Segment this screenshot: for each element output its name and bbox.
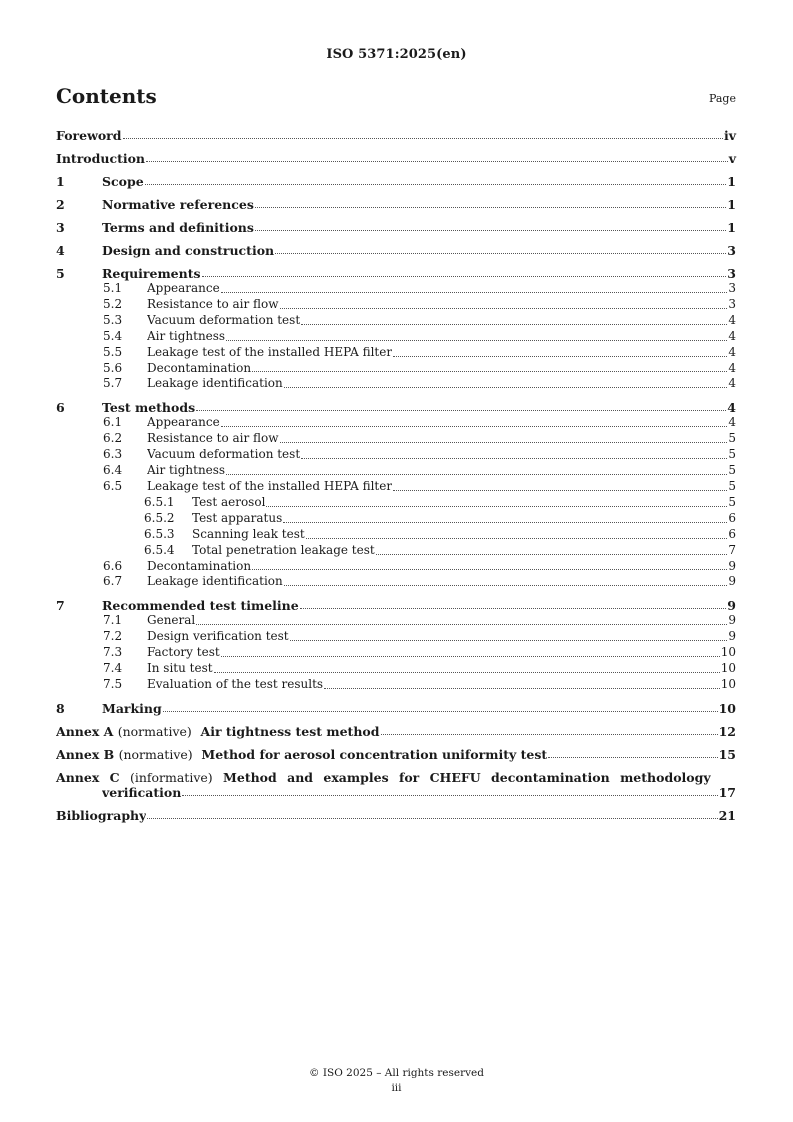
toc-page-number: 9 — [728, 629, 736, 644]
toc-entry-title: Decontamination — [147, 360, 252, 375]
toc-entry-title: Vacuum deformation test — [147, 447, 301, 462]
toc-subentry[interactable] — [56, 345, 736, 361]
toc-annex-heading — [56, 770, 736, 785]
toc-entry-normative-references[interactable] — [56, 197, 736, 212]
toc-page-number: 10 — [720, 645, 736, 660]
toc-subsection-number: 7.1 — [103, 613, 123, 628]
toc-page-number: v — [728, 151, 736, 166]
toc-page-number: 3 — [728, 281, 736, 295]
dot-leader — [393, 490, 727, 491]
toc-subsection-number: 5.2 — [103, 296, 123, 311]
toc-annex-heading — [56, 747, 547, 762]
toc-entry-title: Design verification test — [147, 629, 289, 644]
toc-subentry[interactable] — [56, 613, 736, 629]
toc-annex-heading — [56, 724, 380, 739]
toc-page-number: 12 — [718, 723, 736, 739]
toc-entry-title: Factory test — [147, 645, 220, 660]
toc-subsection-number: 5.7 — [103, 376, 123, 391]
dot-leader — [196, 410, 726, 411]
toc-section-number: 6 — [56, 400, 65, 416]
dot-leader — [284, 585, 728, 586]
toc-section-number: 1 — [56, 174, 65, 189]
contents-title: Contents — [56, 84, 157, 108]
toc-subsection-number: 7.2 — [103, 629, 123, 644]
dot-leader — [182, 795, 717, 796]
toc-entry-title: Air tightness — [147, 328, 226, 343]
toc-page-number: 10 — [720, 661, 736, 676]
toc-subsection-number: 6.5 — [103, 478, 123, 493]
toc-subsection-number: 6.6 — [103, 558, 123, 573]
dot-leader — [306, 538, 728, 539]
annex-title: Air tightness test method — [200, 723, 380, 739]
toc-subentry[interactable] — [56, 677, 736, 693]
toc-entry-title: Vacuum deformation test — [147, 312, 301, 327]
toc-subsection-number: 6.5.2 — [144, 510, 175, 525]
toc-entry-title: In situ test — [147, 661, 213, 676]
annex-label: Annex C — [56, 769, 120, 785]
toc-entry-title: Terms and definitions — [102, 220, 254, 235]
toc-page-number: 10 — [720, 676, 736, 691]
toc-subentry[interactable] — [56, 629, 736, 645]
annex-title: Method for aerosol concentration uniformity test — [201, 746, 548, 762]
dot-leader — [301, 458, 727, 459]
annex-kind: (informative) — [129, 769, 213, 785]
dot-leader — [255, 230, 726, 231]
toc-subentry[interactable] — [56, 479, 736, 495]
toc-subsection-number: 5.3 — [103, 312, 123, 327]
toc-entry-annex-a[interactable] — [56, 724, 736, 739]
toc-page-number: 1 — [727, 197, 736, 212]
annex-title: Method and examples for CHEFU decontamination methodology — [223, 769, 711, 785]
dot-leader — [146, 161, 728, 162]
annex-label: Annex A — [56, 723, 114, 739]
toc-entry-title: Scanning leak test — [192, 526, 305, 541]
toc-page-number: 7 — [728, 542, 736, 557]
page-column-label: Page — [708, 92, 736, 105]
toc-subentry[interactable] — [56, 559, 736, 575]
copyright-notice: © ISO 2025 – All rights reserved — [309, 1067, 484, 1079]
dot-leader — [376, 554, 728, 555]
toc-page-number: 9 — [728, 558, 736, 573]
toc-entry-recommended-test-timeline[interactable] — [56, 598, 736, 613]
toc-page-number: 6 — [728, 510, 736, 525]
test-methods-subsections-continued — [56, 559, 736, 591]
dot-leader — [221, 426, 728, 427]
toc-subsection-number: 5.1 — [103, 281, 123, 295]
toc-entry-title: Introduction — [56, 151, 146, 166]
toc-subentry[interactable] — [56, 511, 736, 527]
toc-subentry[interactable] — [56, 543, 736, 559]
toc-entry-title: Recommended test timeline — [102, 598, 299, 614]
toc-page-number: 5 — [728, 478, 736, 493]
toc-section-number: 8 — [56, 700, 65, 716]
dot-leader — [123, 138, 723, 139]
toc-subentry[interactable] — [56, 281, 736, 297]
toc-entry-design-and-construction[interactable] — [56, 243, 736, 258]
dot-leader — [255, 207, 726, 208]
toc-subsection-number: 7.3 — [103, 645, 123, 660]
dot-leader — [202, 276, 727, 277]
toc-subsection-number: 6.5.3 — [144, 526, 175, 541]
toc-section-number: 5 — [56, 266, 65, 281]
table-of-contents — [56, 128, 736, 823]
toc-subentry[interactable] — [56, 431, 736, 447]
toc-page-number: 5 — [728, 447, 736, 462]
toc-page-number: iv — [723, 128, 736, 143]
toc-subsection-number: 7.4 — [103, 661, 123, 676]
toc-section-number: 2 — [56, 197, 65, 212]
dot-leader — [147, 818, 717, 819]
page-footer — [0, 1066, 793, 1096]
dot-leader — [163, 711, 718, 712]
toc-entry-title: Normative references — [102, 197, 254, 212]
dot-leader — [301, 324, 727, 325]
toc-subsection-number: 5.6 — [103, 360, 123, 375]
toc-page-number: 9 — [728, 613, 736, 628]
toc-entry-marking[interactable] — [56, 701, 736, 716]
annex-kind: (normative) — [117, 723, 192, 739]
annex-c-title-continuation — [56, 785, 736, 800]
toc-page-number: 5 — [728, 431, 736, 446]
toc-entry-title: Leakage test of the installed HEPA filter — [147, 344, 393, 359]
toc-subsection-number: 5.5 — [103, 344, 123, 359]
toc-subentry[interactable] — [56, 313, 736, 329]
dot-leader — [381, 734, 718, 735]
dot-leader — [290, 640, 728, 641]
toc-subentry[interactable] — [56, 361, 736, 377]
toc-entry-annex-b[interactable] — [56, 747, 736, 762]
toc-page-number: 4 — [728, 312, 736, 327]
toc-entry-title: Resistance to air flow — [147, 296, 279, 311]
toc-page-number: 10 — [718, 700, 736, 716]
toc-page-number: 3 — [728, 296, 736, 311]
toc-entry-title: Test aerosol — [192, 494, 266, 509]
dot-leader — [324, 688, 720, 689]
toc-subentry[interactable] — [56, 661, 736, 677]
toc-page-number: 1 — [727, 174, 736, 189]
dot-leader — [548, 757, 717, 758]
toc-section-number: 3 — [56, 220, 65, 235]
toc-page-number: 6 — [728, 526, 736, 541]
dot-leader — [226, 340, 727, 341]
toc-page-number: 4 — [728, 360, 736, 375]
toc-entry-introduction[interactable] — [56, 151, 736, 166]
toc-page-number: 21 — [718, 807, 736, 823]
toc-page-number: 4 — [728, 328, 736, 343]
dot-leader — [393, 356, 727, 357]
toc-subsection-number: 6.1 — [103, 415, 123, 430]
toc-subsection-number: 5.4 — [103, 328, 123, 343]
toc-subentry[interactable] — [56, 527, 736, 543]
dot-leader — [145, 184, 727, 185]
toc-entry-title: General — [147, 613, 196, 628]
toc-page-number: 5 — [728, 463, 736, 478]
test-timeline-subsections — [56, 613, 736, 693]
toc-subsection-number: 6.7 — [103, 574, 123, 589]
toc-subentry[interactable] — [56, 329, 736, 345]
dot-leader — [280, 308, 728, 309]
toc-entry-title: Foreword — [56, 128, 122, 143]
page-number: iii — [391, 1082, 402, 1094]
toc-subentry[interactable] — [56, 415, 736, 431]
toc-subsection-number: 6.5.4 — [144, 542, 175, 557]
annex-kind: (normative) — [118, 746, 193, 762]
toc-section-number: 7 — [56, 598, 65, 614]
dot-leader — [280, 442, 728, 443]
dot-leader — [266, 506, 727, 507]
toc-entry-title: Scope — [102, 174, 144, 189]
toc-subentry[interactable] — [56, 376, 736, 392]
dot-leader — [226, 474, 727, 475]
toc-entry-title: Bibliography — [56, 807, 147, 823]
toc-page-number: 17 — [718, 784, 736, 800]
dot-leader — [196, 624, 727, 625]
toc-page-number: 5 — [728, 494, 736, 509]
toc-entry-test-methods[interactable] — [56, 400, 736, 415]
toc-entry-title: Leakage identification — [147, 574, 283, 589]
dot-leader — [252, 569, 727, 570]
toc-entry-title: Evaluation of the test results — [147, 676, 324, 691]
toc-entry-scope[interactable] — [56, 174, 736, 189]
dot-leader — [252, 371, 727, 372]
toc-entry-title: Total penetration leakage test — [192, 542, 375, 557]
toc-entry-title: Resistance to air flow — [147, 431, 279, 446]
toc-page-number: 9 — [727, 598, 736, 614]
dot-leader — [275, 253, 726, 254]
toc-page-number: 3 — [727, 243, 736, 258]
toc-entry-title: Appearance — [147, 281, 220, 295]
toc-page-number: 9 — [728, 574, 736, 589]
toc-entry-title: Design and construction — [102, 243, 275, 258]
toc-entry-foreword[interactable] — [56, 128, 736, 143]
dot-leader — [221, 292, 728, 293]
toc-subentry[interactable] — [56, 463, 736, 479]
toc-subsection-number: 6.2 — [103, 431, 123, 446]
test-methods-subsections — [56, 415, 736, 495]
toc-page-number: 4 — [728, 415, 736, 430]
toc-entry-title: Test methods — [102, 400, 196, 416]
toc-entry-title: Marking — [102, 700, 162, 716]
toc-entry-title: Test apparatus — [192, 510, 283, 525]
toc-entry-requirements[interactable] — [56, 266, 736, 281]
toc-subentry[interactable] — [56, 447, 736, 463]
dot-leader — [214, 672, 720, 673]
toc-subentry[interactable] — [56, 495, 736, 511]
annex-label: Annex B — [56, 746, 115, 762]
toc-entry-bibliography[interactable] — [56, 808, 736, 823]
toc-page-number: 1 — [727, 220, 736, 235]
toc-entry-title: Decontamination — [147, 558, 252, 573]
toc-subsection-number: 7.5 — [103, 676, 123, 691]
toc-subentry[interactable] — [56, 645, 736, 661]
toc-entry-title: Appearance — [147, 415, 220, 430]
toc-page-number: 3 — [727, 266, 736, 281]
toc-entry-title: Leakage test of the installed HEPA filter — [147, 478, 393, 493]
document-id-header: ISO 5371:2025(en) — [326, 47, 467, 62]
toc-subsection-number: 6.3 — [103, 447, 123, 462]
toc-entry-title: Leakage identification — [147, 376, 283, 391]
toc-subsection-number: 6.5.1 — [144, 494, 175, 509]
dot-leader — [300, 608, 727, 609]
dot-leader — [283, 522, 727, 523]
dot-leader — [284, 387, 728, 388]
dot-leader — [221, 656, 720, 657]
leakage-test-subsections — [56, 495, 736, 559]
toc-subentry[interactable] — [56, 297, 736, 313]
toc-page-number: 4 — [727, 400, 736, 416]
toc-subentry[interactable] — [56, 574, 736, 590]
toc-entry-annex-c[interactable] — [56, 770, 736, 800]
toc-section-number: 4 — [56, 243, 65, 258]
toc-entry-title: Air tightness — [147, 463, 226, 478]
toc-page-number: 4 — [728, 344, 736, 359]
toc-page-number: 15 — [718, 746, 736, 762]
requirements-subsections — [56, 281, 736, 392]
toc-entry-title: Requirements — [102, 266, 201, 281]
annex-title-continued: verification — [102, 784, 182, 800]
toc-page-number: 4 — [728, 376, 736, 391]
toc-entry-terms-and-definitions[interactable] — [56, 220, 736, 235]
toc-subsection-number: 6.4 — [103, 463, 123, 478]
